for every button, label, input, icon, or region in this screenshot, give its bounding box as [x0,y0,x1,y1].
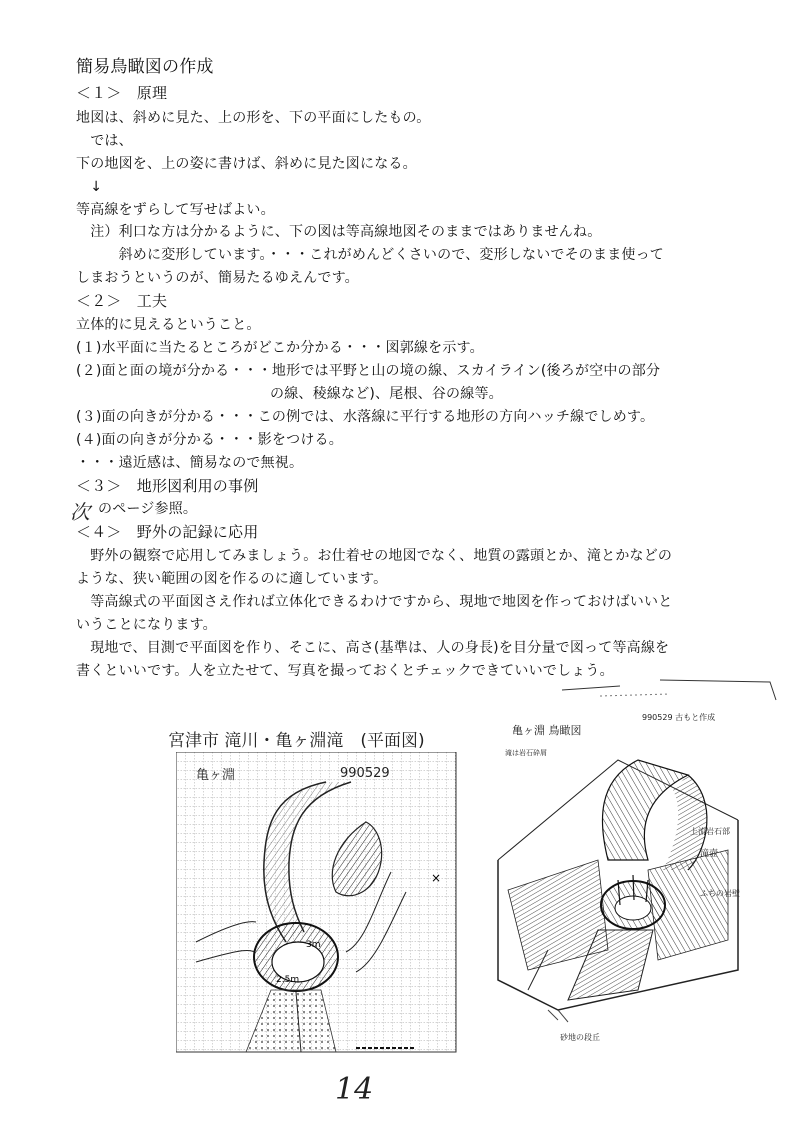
right-figure-note: 砂地の段丘 [560,1033,600,1042]
section1-line: では、 [76,133,133,149]
handwritten-annotation: 次 [70,500,90,524]
left-figure-place: 亀ヶ淵 [196,768,236,783]
section3-heading: ＜３＞ 地形図利用の事例 [76,477,259,495]
svg-text:×: × [431,871,442,885]
section2-item: (４)面の向きが分かる・・・影をつける。 [76,432,343,448]
right-figure-note: ふちの岩壁 [700,889,740,898]
section1-line: 等高線をずらして写せばよい。 [76,202,275,218]
plan-view-sketch [176,752,460,1064]
section4-line: ような、狭い範囲の図を作るのに適しています。 [76,571,388,587]
right-figure-caption: 亀ヶ淵 鳥瞰図 [512,724,582,737]
section2-item-cont: の線、稜線など)、尾根、谷の線等。 [270,386,503,402]
right-figure-note: 滝は岩石砕屑 [505,749,547,757]
section4-line: 野外の観察で応用してみましょう。お仕着せの地図でなく、地質の露頭とか、滝とかなどの [76,548,673,564]
right-figure-date: 990529 古もと作成 [642,713,716,722]
section1-note: しまおうというのが、簡易たるゆえんです。 [76,270,359,286]
section2-line: 立体的に見えるということ。 [76,317,261,333]
section2-heading: ＜２＞ 工夫 [76,292,168,310]
section2-item: (３)面の向きが分かる・・・この例では、水落線に平行する地形の方向ハッチ線でしめす。 [76,409,655,425]
scan-stroke [560,676,780,706]
section2-line: ・・・遠近感は、簡易なので無視。 [76,455,304,471]
section1-note: 斜めに変形しています。・・・これがめんどくさいので、変形しないでそのまま使って [76,247,664,263]
page-number: 14 [335,1072,374,1107]
svg-text:3m: 3m [306,940,321,950]
section4-line: いうことになります。 [76,617,217,633]
left-figure-date: 990529 [340,766,390,781]
section1-heading: ＜１＞ 原理 [76,84,168,102]
section4-line: 書くといいです。人を立たせて、写真を撮っておくとチェックできていいでしょう。 [76,663,614,679]
section1-note: 注）利口な方は分かるように、下の図は等高線地図そのままではありませんね。 [76,224,602,240]
section2-item: (１)水平面に当たるところがどこか分かる・・・図郭線を示す。 [76,340,484,356]
section1-line: 地図は、斜めに見た、上の形を、下の平面にしたもの。 [76,110,431,126]
section4-line: 現地で、目測で平面図を作り、そこに、高さ(基準は、人の身長)を目分量で図って等高線を [76,640,670,656]
section3-line: のページ参照。 [98,501,198,517]
left-figure-caption: 宮津市 滝川・亀ヶ淵滝 (平面図) [168,731,425,751]
section1-arrow: ↓ [76,179,103,195]
page-title: 簡易鳥瞰図の作成 [76,57,214,77]
section2-item: (２)面と面の境が分かる・・・地形では平野と山の境の線、スカイライン(後ろが空中の部分 [76,363,661,379]
section4-heading: ＜４＞ 野外の記録に応用 [76,523,259,541]
section1-line: 下の地図を、上の姿に書けば、斜めに見た図になる。 [76,156,417,172]
svg-text:2.5m: 2.5m [276,975,300,985]
right-figure-note: 滝壺 [700,849,719,859]
section4-line: 等高線式の平面図さえ作れば立体化できるわけですから、現地で地図を作っておけばいいと [76,594,673,610]
right-figure-note: 上流岩石部 [690,827,730,836]
